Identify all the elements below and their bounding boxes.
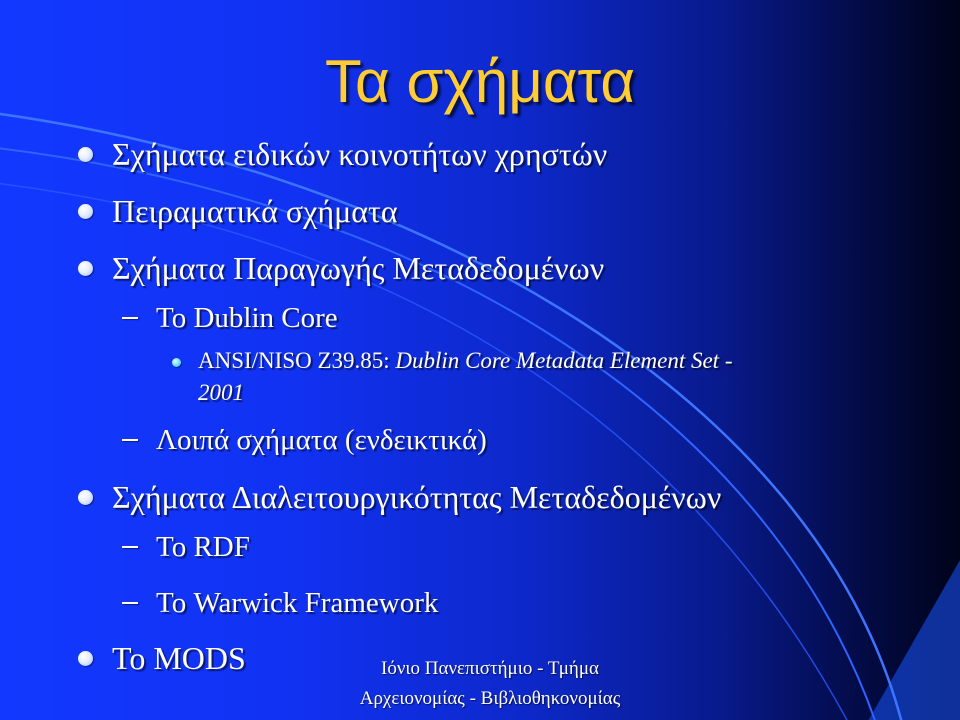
bullet-interoperability-schemas: Σχήματα Διαλειτουργικότητας Μεταδεδομένων: [112, 479, 722, 515]
bullet-special-communities-schemas: Σχήματα ειδικών κοινοτήτων χρηστών: [112, 136, 608, 172]
subitem-rdf: Το RDF: [156, 531, 250, 563]
sub-bullet-dot-icon: [172, 358, 181, 367]
slide-title: Τα σχήματα: [324, 48, 636, 115]
bullet-mods: Το MODS: [112, 640, 246, 676]
standard-separator: -: [719, 348, 733, 373]
dash-bullet-icon: [122, 546, 138, 548]
bullet-dot-icon: [78, 651, 93, 666]
bullet-dot-icon: [78, 490, 93, 505]
slide-footer: [330, 654, 650, 714]
subitem-warwick-framework: Το Warwick Framework: [156, 587, 439, 619]
footer-university: Ιόνιο Πανεπιστήμιο - Τμήμα: [381, 658, 599, 679]
bullet-dot-icon: [78, 261, 93, 276]
subitem-other-schemas: Λοιπά σχήματα (ενδεικτικά): [156, 424, 487, 456]
bullet-dot-icon: [78, 204, 93, 219]
standard-name: Dublin Core Metadata Element Set: [395, 348, 720, 373]
standard-year: 2001: [198, 380, 244, 405]
bullet-experimental-schemas: Πειραματικά σχήματα: [112, 193, 398, 229]
decorative-arc-wedge: [860, 560, 960, 720]
bullet-metadata-production-schemas: Σχήματα Παραγωγής Μεταδεδομένων: [112, 250, 605, 286]
dash-bullet-icon: [122, 317, 138, 319]
footer-department: Αρχειονομίας - Βιβλιοθηκονομίας: [359, 688, 621, 709]
dash-bullet-icon: [122, 602, 138, 604]
dublin-core-standard-line: [198, 346, 732, 376]
dash-bullet-icon: [122, 439, 138, 441]
subitem-dublin-core: Το Dublin Core: [156, 302, 338, 334]
standard-number: ANSI/NISO Z39.85:: [198, 348, 396, 373]
bullet-dot-icon: [78, 147, 93, 162]
